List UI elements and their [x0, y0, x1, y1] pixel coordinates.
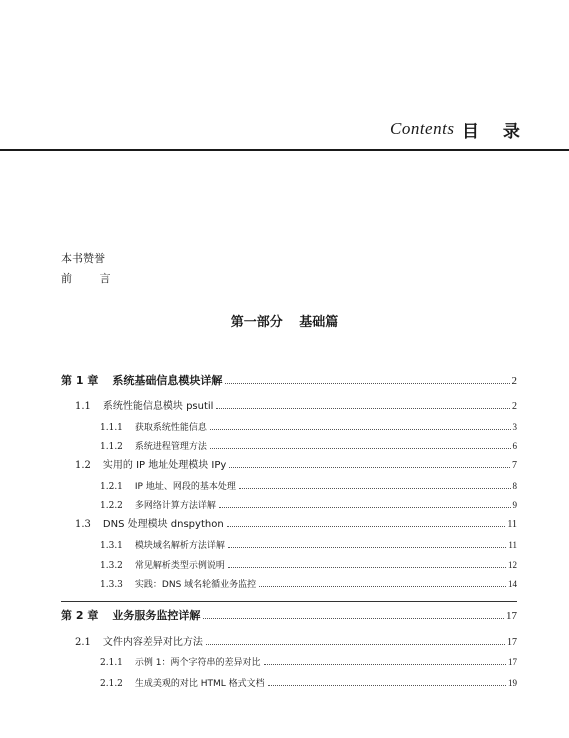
- part-title: [0, 311, 569, 330]
- toc-entry-page: 11: [507, 519, 517, 530]
- toc-entry-page: 17: [508, 657, 517, 667]
- toc-entry-title: 获取系统性能信息: [134, 423, 207, 433]
- dot-leader: [206, 644, 505, 645]
- dot-leader: [239, 488, 511, 489]
- dot-leader: [229, 467, 510, 468]
- toc-entry-page: 3: [512, 422, 517, 432]
- toc-subsection-2-1-2[interactable]: [100, 676, 517, 691]
- dot-leader: [219, 507, 511, 508]
- toc-entry-title: 实用的 IP 地址处理模块 IPy: [102, 460, 227, 471]
- toc-subsection-1-2-2[interactable]: [100, 498, 517, 513]
- toc-entry-page: 6: [512, 441, 517, 451]
- toc-entry-number: 2.1: [75, 637, 91, 648]
- toc-entry-title: 系统进程管理方法: [134, 442, 207, 452]
- toc-chapter-2[interactable]: [61, 609, 517, 623]
- toc-entry-title: DNS 处理模块 dnspython: [102, 519, 224, 530]
- toc-subsection-1-1-2[interactable]: [100, 439, 517, 454]
- toc-entry-number: 1.3.2: [100, 561, 123, 571]
- toc-entry-title: 业务服务监控详解: [112, 609, 201, 622]
- dot-leader: [210, 429, 511, 430]
- contents-heading-latin: Contents: [390, 119, 455, 138]
- toc-entry-title: 常见解析类型示例说明: [134, 561, 225, 571]
- toc-subsection-1-2-1[interactable]: [100, 479, 517, 494]
- part-name: 基础篇: [299, 315, 339, 330]
- toc-entry-number: 2.1.1: [100, 658, 123, 668]
- toc-entry-page: 19: [508, 678, 517, 688]
- dot-leader: [228, 547, 506, 548]
- chapter-divider: [61, 601, 517, 602]
- dot-leader: [203, 618, 504, 619]
- part-number: 第一部分: [230, 315, 283, 330]
- toc-section-1-2[interactable]: [75, 459, 517, 473]
- toc-entry-title: 生成美观的对比 HTML 格式文档: [134, 679, 265, 689]
- header-rule: [0, 149, 569, 151]
- toc-entry-number: 第 2 章: [61, 609, 99, 622]
- toc-chapter-1[interactable]: [61, 374, 517, 388]
- toc-section-2-1[interactable]: [75, 636, 517, 650]
- toc-entry-page: 7: [512, 460, 517, 471]
- toc-praise-link[interactable]: 本书赞誉: [61, 252, 105, 265]
- toc-entry-title: 多网络计算方法详解: [134, 501, 216, 511]
- toc-entry-number: 1.3.3: [100, 580, 123, 590]
- toc-entry-number: 1.3.1: [100, 541, 123, 551]
- toc-entry-number: 1.2: [75, 460, 91, 471]
- dot-leader: [264, 664, 507, 665]
- contents-heading: 目 录: [462, 122, 529, 142]
- toc-entry-number: 第 1 章: [61, 374, 99, 387]
- toc-entry-title: 实践：DNS 域名轮循业务监控: [134, 580, 257, 590]
- toc-entry-number: 2.1.2: [100, 679, 123, 689]
- toc-entry-number: 1.1.1: [100, 423, 123, 433]
- toc-entry-page: 17: [507, 637, 517, 648]
- toc-entry-page: 8: [512, 481, 517, 491]
- toc-entry-number: 1.2.1: [100, 482, 123, 492]
- dot-leader: [227, 526, 506, 527]
- toc-subsection-1-3-3[interactable]: [100, 577, 517, 592]
- toc-subsection-1-3-2[interactable]: [100, 558, 517, 573]
- toc-entry-number: 1.1.2: [100, 442, 123, 452]
- toc-entry-page: 14: [508, 579, 517, 589]
- toc-entry-number: 1.2.2: [100, 501, 123, 511]
- toc-section-1-3[interactable]: [75, 518, 517, 532]
- toc-entry-title: 示例 1：两个字符串的差异对比: [134, 658, 261, 668]
- toc-entry-title: 系统性能信息模块 psutil: [102, 401, 214, 412]
- dot-leader: [216, 408, 510, 409]
- toc-entry-title: 文件内容差异对比方法: [102, 637, 203, 648]
- toc-entry-page: 9: [512, 500, 517, 510]
- toc-subsection-1-3-1[interactable]: [100, 538, 517, 553]
- toc-subsection-2-1-1[interactable]: [100, 655, 517, 670]
- dot-leader: [259, 586, 506, 587]
- toc-section-1-1[interactable]: [75, 400, 517, 414]
- toc-entry-page: 2: [511, 375, 517, 387]
- dot-leader: [225, 383, 509, 384]
- toc-entry-title: 系统基础信息模块详解: [112, 374, 223, 387]
- toc-entry-number: 1.1: [75, 401, 91, 412]
- toc-preface-link[interactable]: 前 言: [61, 272, 123, 285]
- dot-leader: [228, 567, 506, 568]
- toc-subsection-1-1-1[interactable]: [100, 420, 517, 435]
- dot-leader: [268, 685, 506, 686]
- toc-entry-page: 11: [508, 540, 517, 550]
- toc-entry-number: 1.3: [75, 519, 91, 530]
- dot-leader: [210, 448, 511, 449]
- toc-entry-title: 模块域名解析方法详解: [134, 541, 225, 551]
- toc-entry-title: IP 地址、网段的基本处理: [134, 482, 236, 492]
- toc-entry-page: 12: [508, 560, 517, 570]
- toc-entry-page: 2: [512, 401, 517, 412]
- toc-entry-page: 17: [506, 610, 517, 622]
